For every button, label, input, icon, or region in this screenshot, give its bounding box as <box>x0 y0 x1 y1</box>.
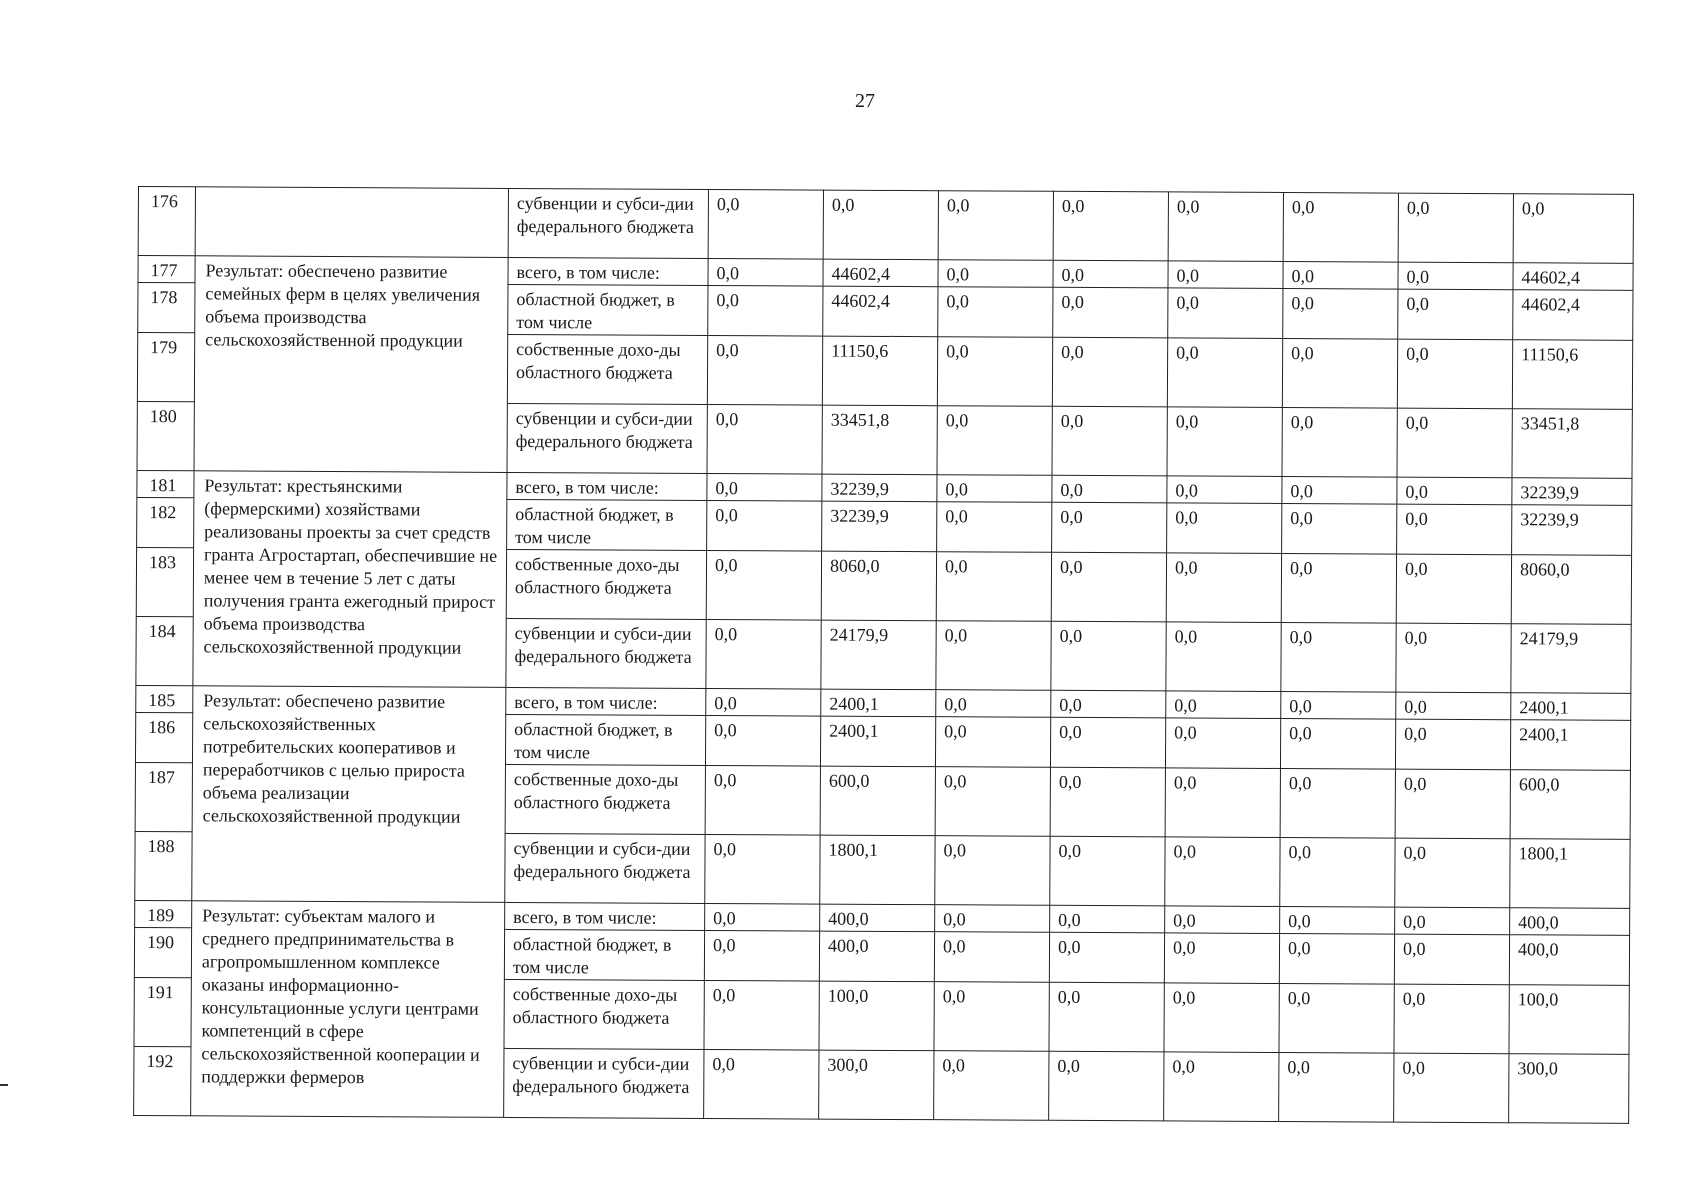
value-cell: 0,0 <box>1282 407 1397 477</box>
value-cell: 0,0 <box>1164 1052 1279 1122</box>
value-cell: 0,0 <box>1052 337 1167 407</box>
value-cell: 0,0 <box>1283 288 1398 339</box>
value-cell: 0,0 <box>707 473 822 501</box>
value-cell: 0,0 <box>1052 502 1167 553</box>
value-cell: 0,0 <box>1394 934 1509 985</box>
row-number: 178 <box>138 283 195 333</box>
table-body <box>134 187 1634 1124</box>
value-cell: 0,0 <box>1052 406 1167 476</box>
value-cell: 32239,9 <box>1512 505 1632 556</box>
value-cell: 0,0 <box>935 717 1050 768</box>
value-cell: 0,0 <box>1398 289 1513 340</box>
value-cell: 0,0 <box>1051 621 1166 691</box>
result-description: Результат: крестьянскими (фермерскими) хозяйствами реализованы проекты за счет средств гранта Агростартап, обеспечившие не менее чем в течение 5 лет с даты получения гранта ежегодный прирост объема производства сельскохозяйственной продукции <box>193 471 507 688</box>
value-cell: 0,0 <box>1049 932 1164 983</box>
row-number: 180 <box>137 401 194 470</box>
value-cell: 0,0 <box>704 930 819 981</box>
value-cell: 0,0 <box>936 552 1051 622</box>
value-cell: 0,0 <box>1397 504 1512 555</box>
funding-source: областной бюджет, в том числе <box>507 499 707 550</box>
value-cell: 0,0 <box>1282 503 1397 554</box>
value-cell: 0,0 <box>1165 718 1280 769</box>
funding-source: собственные дохо-ды областного бюджета <box>504 979 704 1049</box>
value-cell: 0,0 <box>1164 983 1279 1053</box>
value-cell: 0,0 <box>1396 692 1511 720</box>
value-cell: 0,0 <box>1049 982 1164 1052</box>
value-cell: 0,0 <box>1168 261 1283 289</box>
row-number: 191 <box>134 977 191 1046</box>
value-cell: 0,0 <box>1166 691 1281 719</box>
value-cell: 600,0 <box>820 766 935 836</box>
value-cell: 8060,0 <box>821 551 936 621</box>
value-cell: 33451,8 <box>1512 409 1632 479</box>
value-cell: 0,0 <box>1281 622 1396 692</box>
value-cell: 0,0 <box>938 287 1053 338</box>
value-cell: 0,0 <box>708 189 823 259</box>
value-cell: 0,0 <box>1167 503 1282 554</box>
value-cell: 0,0 <box>1050 905 1165 933</box>
value-cell: 400,0 <box>819 931 934 982</box>
value-cell: 0,0 <box>704 980 819 1050</box>
value-cell: 0,0 <box>1166 553 1281 623</box>
value-cell: 0,0 <box>1281 691 1396 719</box>
value-cell: 600,0 <box>1510 770 1630 840</box>
value-cell: 0,0 <box>1397 477 1512 505</box>
row-number: 176 <box>138 187 195 256</box>
value-cell: 0,0 <box>1396 554 1511 624</box>
value-cell: 0,0 <box>707 500 822 551</box>
value-cell: 2400,1 <box>1510 720 1630 771</box>
funding-source: собственные дохо-ды областного бюджета <box>507 334 707 404</box>
funding-source: областной бюджет, в том числе <box>504 929 704 980</box>
value-cell: 0,0 <box>1052 475 1167 503</box>
value-cell: 1800,1 <box>820 835 935 905</box>
value-cell: 400,0 <box>1510 908 1630 936</box>
value-cell: 44602,4 <box>823 259 938 287</box>
value-cell: 0,0 <box>1053 260 1168 288</box>
row-number: 183 <box>136 547 193 616</box>
funding-source: субвенции и субси-дии федерального бюджета <box>507 403 707 473</box>
value-cell: 0,0 <box>1280 768 1395 838</box>
value-cell: 24179,9 <box>1511 624 1631 694</box>
value-cell: 0,0 <box>1168 192 1283 262</box>
value-cell: 0,0 <box>1281 553 1396 623</box>
value-cell: 2400,1 <box>1511 693 1631 721</box>
value-cell: 1800,1 <box>1510 839 1630 909</box>
value-cell: 0,0 <box>934 932 1049 983</box>
value-cell: 33451,8 <box>822 405 937 475</box>
value-cell: 0,0 <box>1280 837 1395 907</box>
value-cell: 2400,1 <box>821 689 936 717</box>
value-cell: 0,0 <box>1283 192 1398 262</box>
value-cell: 0,0 <box>1167 407 1282 477</box>
funding-source: областной бюджет, в том числе <box>508 284 708 335</box>
value-cell: 32239,9 <box>822 501 937 552</box>
page-number: 27 <box>855 90 875 112</box>
value-cell: 0,0 <box>1282 338 1397 408</box>
value-cell: 0,0 <box>1280 906 1395 934</box>
value-cell: 0,0 <box>705 903 820 931</box>
value-cell: 300,0 <box>1509 1054 1629 1124</box>
value-cell: 0,0 <box>1165 906 1280 934</box>
result-description <box>195 187 508 258</box>
value-cell: 44602,4 <box>823 286 938 337</box>
funding-source: всего, в том числе: <box>506 687 706 715</box>
value-cell: 0,0 <box>1167 476 1282 504</box>
value-cell: 0,0 <box>1280 718 1395 769</box>
value-cell: 0,0 <box>1395 838 1510 908</box>
value-cell: 0,0 <box>707 335 822 405</box>
value-cell: 44602,4 <box>1513 263 1633 291</box>
value-cell: 400,0 <box>820 904 935 932</box>
value-cell: 24179,9 <box>821 620 936 690</box>
value-cell: 0,0 <box>1051 552 1166 622</box>
value-cell: 0,0 <box>936 621 1051 691</box>
value-cell: 0,0 <box>1051 690 1166 718</box>
value-cell: 0,0 <box>938 260 1053 288</box>
row-number: 179 <box>137 333 194 402</box>
value-cell: 0,0 <box>1513 194 1633 264</box>
value-cell: 0,0 <box>1395 907 1510 935</box>
margin-mark <box>0 1084 8 1086</box>
row-number: 185 <box>136 685 193 712</box>
value-cell: 0,0 <box>1279 983 1394 1053</box>
value-cell: 0,0 <box>1167 338 1282 408</box>
value-cell: 44602,4 <box>1513 290 1633 341</box>
value-cell: 0,0 <box>1398 193 1513 263</box>
value-cell: 0,0 <box>708 258 823 286</box>
budget-table <box>133 186 1634 1124</box>
row-number: 181 <box>137 470 194 497</box>
value-cell: 0,0 <box>935 836 1050 906</box>
value-cell: 0,0 <box>1397 339 1512 409</box>
result-description: Результат: обеспечено развитие сельскохозяйственных потребительских кооперативов и переработчиков с целью прироста объема реализации сельскохозяйственной продукции <box>192 686 506 903</box>
funding-source: субвенции и субси-дии федерального бюджета <box>508 188 708 258</box>
value-cell: 0,0 <box>1279 1052 1394 1122</box>
row-number: 188 <box>135 831 192 900</box>
value-cell: 100,0 <box>819 981 934 1051</box>
value-cell: 0,0 <box>1166 622 1281 692</box>
value-cell: 100,0 <box>1509 985 1629 1055</box>
value-cell: 0,0 <box>934 1051 1049 1121</box>
row-number: 186 <box>135 712 192 762</box>
value-cell: 11150,6 <box>1512 340 1632 410</box>
value-cell: 0,0 <box>934 982 1049 1052</box>
value-cell: 2400,1 <box>820 716 935 767</box>
value-cell: 0,0 <box>707 404 822 474</box>
value-cell: 0,0 <box>935 905 1050 933</box>
row-number: 182 <box>137 497 194 547</box>
value-cell: 0,0 <box>1395 719 1510 770</box>
result-description: Результат: обеспечено развитие семейных ферм в целях увеличения объема производства сельскохозяйственной продукции <box>194 256 508 473</box>
funding-source: всего, в том числе: <box>507 472 707 500</box>
value-cell: 0,0 <box>1164 933 1279 984</box>
result-description: Результат: субъектам малого и среднего предпринимательства в агропромышленном комплексе оказаны информационно-консультационные услуги центрами компетенций в сфере сельскохозяйственной кооперации и поддержки фермеров <box>191 901 505 1118</box>
value-cell: 0,0 <box>705 765 820 835</box>
value-cell: 0,0 <box>1050 717 1165 768</box>
value-cell: 0,0 <box>935 767 1050 837</box>
value-cell: 8060,0 <box>1511 555 1631 625</box>
funding-source: всего, в том числе: <box>508 257 708 285</box>
row-number: 190 <box>134 927 191 977</box>
value-cell: 400,0 <box>1509 935 1629 986</box>
table-row <box>138 187 1633 264</box>
funding-source: собственные дохо-ды областного бюджета <box>505 764 705 834</box>
value-cell: 0,0 <box>1050 767 1165 837</box>
funding-source: субвенции и субси-дии федерального бюджета <box>506 618 706 688</box>
funding-source: собственные дохо-ды областного бюджета <box>506 549 706 619</box>
value-cell: 0,0 <box>1397 408 1512 478</box>
value-cell: 0,0 <box>705 834 820 904</box>
value-cell: 300,0 <box>819 1050 934 1120</box>
value-cell: 0,0 <box>937 475 1052 503</box>
row-number: 187 <box>135 762 192 831</box>
value-cell: 11150,6 <box>822 336 937 406</box>
value-cell: 0,0 <box>706 688 821 716</box>
value-cell: 0,0 <box>1394 984 1509 1054</box>
value-cell: 0,0 <box>706 550 821 620</box>
value-cell: 0,0 <box>1049 1051 1164 1121</box>
value-cell: 0,0 <box>1053 287 1168 338</box>
value-cell: 0,0 <box>937 406 1052 476</box>
value-cell: 0,0 <box>704 1049 819 1119</box>
row-number: 189 <box>135 900 192 927</box>
row-number: 177 <box>138 256 195 283</box>
value-cell: 0,0 <box>1050 836 1165 906</box>
value-cell: 0,0 <box>705 715 820 766</box>
value-cell: 0,0 <box>938 191 1053 261</box>
value-cell: 0,0 <box>1398 262 1513 290</box>
value-cell: 0,0 <box>1165 837 1280 907</box>
value-cell: 0,0 <box>1165 768 1280 838</box>
funding-source: всего, в том числе: <box>505 902 705 930</box>
value-cell: 0,0 <box>1168 288 1283 339</box>
funding-source: областной бюджет, в том числе <box>505 714 705 765</box>
value-cell: 0,0 <box>1282 476 1397 504</box>
funding-source: субвенции и субси-дии федерального бюджета <box>505 833 705 903</box>
value-cell: 0,0 <box>706 619 821 689</box>
value-cell: 32239,9 <box>822 474 937 502</box>
value-cell: 0,0 <box>1283 261 1398 289</box>
value-cell: 0,0 <box>1395 769 1510 839</box>
value-cell: 32239,9 <box>1512 478 1632 506</box>
value-cell: 0,0 <box>936 690 1051 718</box>
value-cell: 0,0 <box>708 285 823 336</box>
value-cell: 0,0 <box>1053 191 1168 261</box>
value-cell: 0,0 <box>1279 933 1394 984</box>
funding-source: субвенции и субси-дии федерального бюджета <box>504 1048 704 1118</box>
value-cell: 0,0 <box>1394 1053 1509 1123</box>
value-cell: 0,0 <box>937 337 1052 407</box>
value-cell: 0,0 <box>1396 623 1511 693</box>
value-cell: 0,0 <box>823 190 938 260</box>
row-number: 184 <box>136 616 193 685</box>
value-cell: 0,0 <box>937 502 1052 553</box>
row-number: 192 <box>134 1046 191 1115</box>
